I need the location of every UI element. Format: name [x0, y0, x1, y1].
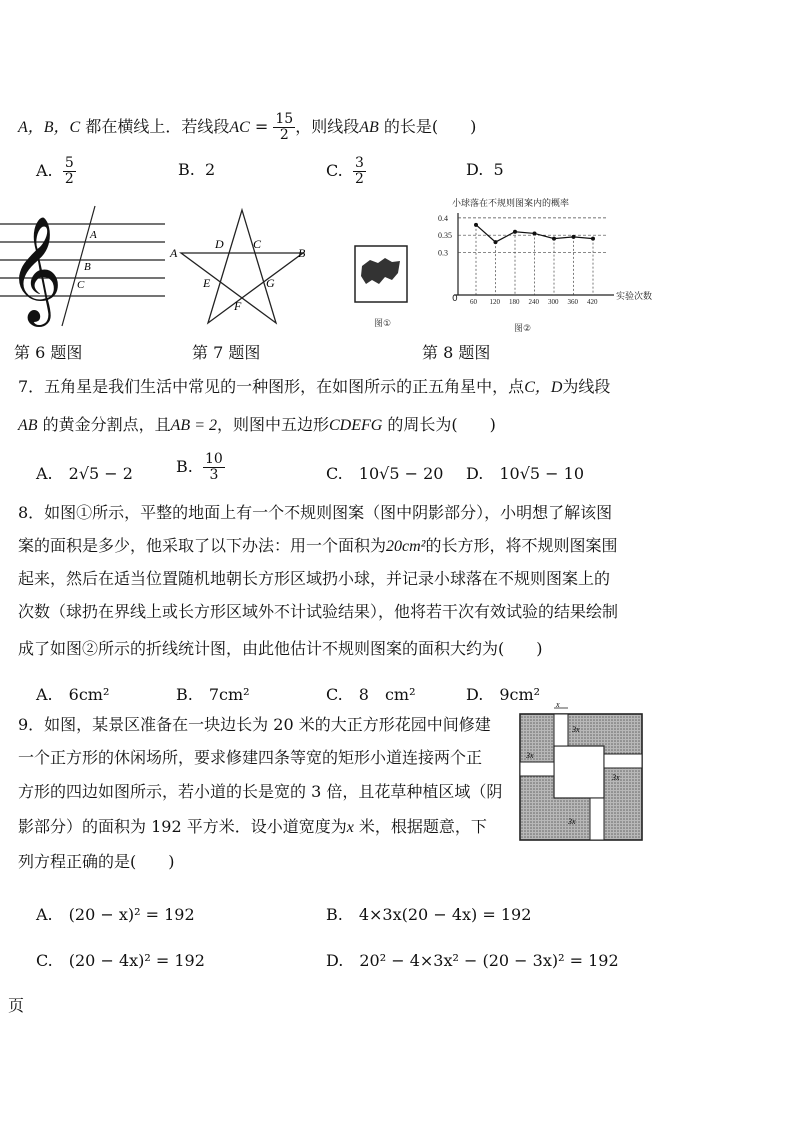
q8-line1: 8．如图①所示，平整的地面上有一个不规则图案（图中阴影部分），小明想了解该图	[18, 503, 613, 522]
fig6-label-c: C	[77, 279, 85, 291]
treble-clef-icon: 𝄞	[8, 218, 63, 320]
data-point	[513, 230, 517, 234]
fig9-label-x: x	[556, 700, 560, 709]
q7-line2-text: 的黄金分割点，且	[37, 415, 171, 434]
q6-d-label: D.	[466, 160, 484, 179]
q7-b-den: 3	[209, 467, 219, 483]
q8-area: 20cm²	[386, 538, 426, 555]
q6-b-label: B.	[178, 160, 195, 179]
q6-c-frac	[353, 156, 366, 187]
q7-option-c: C. 10√5 − 20	[326, 464, 444, 483]
page-footer: 页	[8, 996, 25, 1015]
q6-c-num: 3	[354, 155, 364, 171]
pentagram	[181, 210, 303, 323]
q7-line2-text2: ，则图中五边形	[216, 415, 329, 434]
fig7-label-b: B	[298, 246, 306, 260]
chart-title: 小球落在不规则图案内的概率	[452, 199, 570, 209]
x-tick-label: 300	[548, 298, 559, 306]
q6-b-val: 2	[205, 160, 216, 179]
q7-seg: AB	[18, 417, 38, 434]
q6-option-b	[178, 160, 215, 179]
fig8-rectangle-figure	[352, 240, 412, 330]
y-tick-label: 0.3	[438, 248, 448, 258]
q6-points: A，B，C	[18, 119, 81, 136]
q7-poly: CDEFG	[329, 417, 383, 434]
q8-line2	[18, 535, 617, 558]
origin-label: 0	[452, 294, 458, 304]
q7-line1-end: 为线段	[562, 377, 611, 396]
q7-line1-text: 7．五角星是我们生活中常见的一种图形，在如图所示的正五角星中，点	[18, 377, 525, 396]
q6-frac-den: 2	[279, 127, 289, 143]
q7-line2-end: 的周长为( )	[382, 415, 496, 434]
q9-option-c: C. (20 − 4x)² = 192	[36, 951, 205, 970]
fig9-label-3x-right: 3x	[612, 773, 620, 782]
fig8-sub2-label: 图②	[514, 324, 532, 334]
fig8-line-chart	[428, 195, 658, 335]
q6-option-d	[466, 160, 504, 179]
data-point	[474, 223, 478, 227]
irregular-shape	[361, 258, 400, 284]
inner-square	[554, 746, 604, 798]
q7-line1	[18, 376, 610, 399]
fig7-caption: 第 7 题图	[192, 343, 261, 362]
q7-option-b	[176, 452, 225, 483]
data-point	[533, 231, 537, 235]
q8-option-c: C. 8 cm²	[326, 685, 416, 704]
q8-line4: 次数（球扔在界线上或长方形区域外不计试验结果），他将若干次有效试验的结果绘制	[18, 602, 619, 621]
q6-option-a	[36, 156, 76, 187]
path-right	[604, 754, 642, 768]
x-tick-label: 240	[528, 298, 539, 306]
q7-eq: AB = 2	[170, 417, 217, 434]
data-point	[572, 235, 576, 239]
q6-fraction	[273, 112, 295, 143]
x-tick-label: 420	[587, 298, 598, 306]
q7-option-a: A. 2√5 − 2	[36, 464, 133, 483]
q6-a-frac	[63, 156, 76, 187]
q6-eq: =	[249, 117, 274, 136]
q9-line3: 方形的四边如图所示，若小道的长是宽的 3 倍，且花草种植区域（阴	[18, 782, 503, 801]
q6-text3: 的长是( )	[378, 117, 477, 136]
q6-d-val: 5	[493, 160, 504, 179]
q6-frac-num: 15	[275, 111, 294, 127]
fig9-label-3x-left: 3x	[526, 751, 534, 760]
fig7-label-e: E	[203, 276, 211, 290]
q6-seg-ab: AB	[359, 119, 379, 136]
fig9-garden-figure	[512, 698, 647, 848]
fig6-caption: 第 6 题图	[14, 343, 83, 362]
q7-option-d: D. 10√5 − 10	[466, 464, 585, 483]
fig7-label-a: A	[170, 246, 178, 260]
fig6-label-a: A	[90, 229, 97, 241]
fig7-label-f: F	[234, 299, 242, 313]
fig6-staff-figure	[0, 200, 170, 330]
q8-option-b: B. 7cm²	[176, 685, 250, 704]
q9-option-a: A. (20 − x)² = 192	[36, 905, 195, 924]
q7-b-label: B.	[176, 457, 193, 476]
q8-option-d: D. 9cm²	[466, 685, 541, 704]
q9-line2: 一个正方形的休闲场所，要求修建四条等宽的矩形小道连接两个正	[18, 748, 483, 767]
path-bottom	[590, 798, 604, 840]
fig7-label-g: G	[266, 276, 275, 290]
q7-b-frac	[203, 452, 225, 483]
fig6-label-b: B	[84, 261, 91, 273]
fig7-label-c: C	[253, 237, 262, 251]
q6-text2: ，则线段	[295, 117, 360, 136]
q6-text1: 都在横线上．若线段	[80, 117, 230, 136]
q6-c-label: C.	[326, 161, 343, 180]
q9-line4	[18, 816, 487, 839]
q9-option-b: B. 4×3x(20 − 4x) = 192	[326, 905, 532, 924]
q8-line2b: 的长方形，将不规则图案围	[425, 536, 618, 555]
y-tick-label: 0.35	[438, 231, 452, 241]
q6-a-den: 2	[64, 171, 74, 187]
q7-b-num: 10	[205, 451, 223, 467]
x-tick-label: 60	[470, 298, 477, 306]
fig8-caption: 第 8 题图	[422, 343, 491, 362]
x-tick-label: 180	[509, 298, 520, 306]
x-axis-label: 实验次数	[616, 292, 653, 302]
q7-line2	[18, 414, 496, 437]
fig9-label-3x-top: 3x	[572, 725, 580, 734]
q8-line5: 成了如图②所示的折线统计图，由此他估计不规则图案的面积大约为( )	[18, 639, 543, 658]
path-left	[520, 762, 554, 776]
q9-var: x	[346, 819, 354, 836]
fig8-sub1-label: 图①	[374, 319, 392, 329]
q9-option-d: D. 20² − 4×3x² − (20 − 3x)² = 192	[326, 951, 619, 970]
x-tick-label: 120	[489, 298, 500, 306]
q6-a-num: 5	[64, 155, 74, 171]
y-tick-label: 0.4	[438, 213, 448, 223]
x-tick-label: 360	[567, 298, 578, 306]
q6-seg-ac: AC	[229, 119, 250, 136]
q9-line5: 列方程正确的是( )	[18, 852, 175, 871]
q6-stem	[18, 112, 476, 143]
fig7-star-figure	[165, 203, 325, 328]
q6-c-den: 2	[354, 171, 364, 187]
q6-option-c	[326, 156, 366, 187]
fig7-label-d: D	[215, 237, 224, 251]
data-point	[591, 237, 595, 241]
q6-a-label: A.	[36, 161, 53, 180]
q8-line3: 起来，然后在适当位置随机地朝长方形区域扔小球，并记录小球落在不规则图案上的	[18, 569, 611, 588]
q8-option-a: A. 6cm²	[36, 685, 110, 704]
fig9-label-3x-bottom: 3x	[568, 817, 576, 826]
q9-line4b: 米，根据题意，下	[353, 817, 487, 836]
data-point	[552, 237, 556, 241]
data-point	[494, 240, 498, 244]
q8-line2a: 案的面积是多少，他采取了以下办法：用一个面积为	[18, 536, 387, 555]
q7-points: C，D	[524, 379, 563, 396]
q9-line4a: 影部分）的面积为 192 平方米．设小道宽度为	[18, 817, 347, 836]
q9-line1: 9．如图，某景区准备在一块边长为 20 米的大正方形花园中间修建	[18, 715, 491, 734]
path-top	[554, 714, 568, 746]
